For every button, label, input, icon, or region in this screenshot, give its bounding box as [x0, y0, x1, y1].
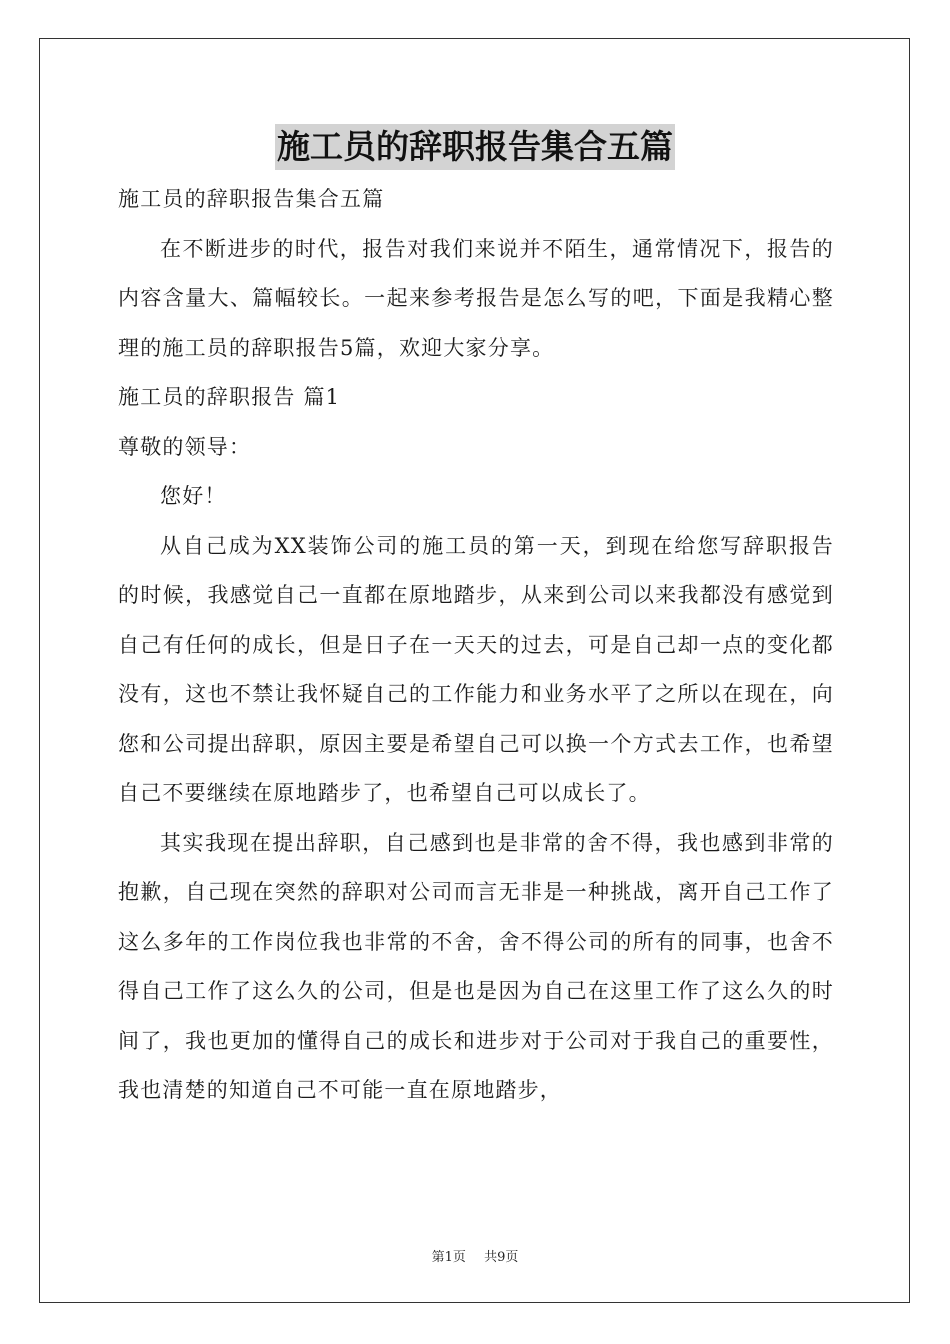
body-paragraph-4: 您好！: [160, 484, 227, 508]
body-paragraph-3: 尊敬的领导：: [118, 434, 252, 459]
body-paragraph-5: 从自己成为XX装饰公司的施工员的第一天，到现在给您写辞职报告的时候，我感觉自己一直都在原地踏步，从来到公司以来我都没有感觉到自己有任何的成长，但是日子在一天天的过去，可是自己却一点的变化都没有，这也不禁让我怀疑自己的工作能力和业务水平了之所以在现在，向您和公司提出辞职，原因主要是希望自己可以换一个方式去工作，也希望自己不要继续在原地踏步了，也希望自己可以成长了。: [118, 533, 834, 805]
body-paragraph-0: 施工员的辞职报告集合五篇: [118, 187, 385, 211]
document-body: [118, 175, 834, 1116]
body-paragraph-1: 在不断进步的时代，报告对我们来说并不陌生，通常情况下，报告的内容含量大、篇幅较长。一起来参考报告是怎么写的吧，下面是我精心整理的施工员的辞职报告5篇，欢迎大家分享。: [118, 236, 834, 360]
body-paragraph-6: 其实我现在提出辞职，自己感到也是非常的舍不得，我也感到非常的抱歉，自己现在突然的辞职对公司而言无非是一种挑战，离开自己工作了这么多年的工作岗位我也非常的不舍，舍不得公司的所有的同事，也舍不得自己工作了这么久的公司，但是也是因为自己在这里工作了这么久的时间了，我也更加的懂得自己的成长和进步对于公司对于我自己的重要性，我也清楚的知道自己不可能一直在原地踏步，: [118, 830, 834, 1102]
page-footer: [0, 1246, 950, 1265]
body-paragraph-2: 施工员的辞职报告 篇1: [118, 385, 341, 409]
page-number: 第1页: [431, 1250, 466, 1265]
title-container: [0, 124, 950, 170]
page-total: 共9页: [484, 1250, 519, 1265]
document-title: 施工员的辞职报告集合五篇: [275, 124, 675, 170]
